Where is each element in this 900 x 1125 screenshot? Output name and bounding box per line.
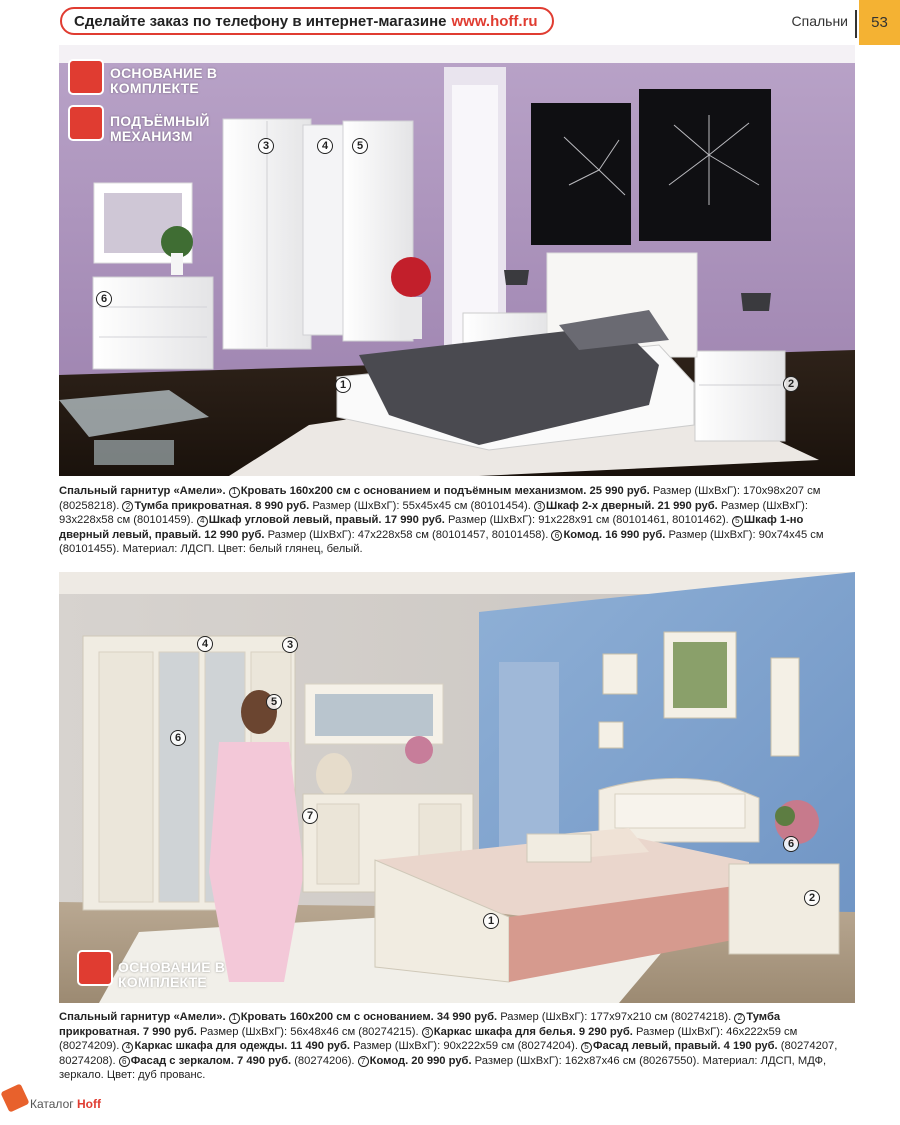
order-text: Сделайте заказ по телефону в интернет-магазине — [74, 12, 447, 30]
set2-item5-number: 5 — [581, 1042, 592, 1053]
set1-item3-number: 3 — [534, 501, 545, 512]
set2-title: Спальный гарнитур «Амели». — [59, 1011, 226, 1023]
marker-4: 4 — [317, 138, 333, 154]
set1-caption — [59, 484, 855, 557]
order-banner — [60, 7, 554, 35]
set2-item1-number: 1 — [229, 1013, 240, 1024]
marker-2: 2 — [783, 376, 799, 392]
footer — [30, 1097, 101, 1111]
base-included-label: ОСНОВАНИЕ В КОМПЛЕКТЕ — [110, 65, 218, 96]
set2-item4-name: Каркас шкафа для одежды. 11 490 руб. — [134, 1040, 351, 1052]
marker-3: 3 — [282, 637, 298, 653]
set2-item4-number: 4 — [122, 1042, 133, 1053]
set2-item6-number: 6 — [119, 1056, 130, 1067]
bedroom-photo-provence — [59, 572, 855, 1003]
set1-title: Спальный гарнитур «Амели». — [59, 485, 226, 497]
set2-item2-number: 2 — [734, 1013, 745, 1024]
set1-item1-number: 1 — [229, 487, 240, 498]
set1-item1-details: Размер (ШxВxГ): 170х98х207 см (80258218). — [59, 485, 821, 512]
marker-6-secondary: 6 — [783, 836, 799, 852]
set1-item1-name: Кровать 160х200 см с основанием и подъёмным механизмом. 25 990 руб. — [240, 485, 650, 497]
set1-item2-details: Размер (ШxВxГ): 55х45х45 см (80101454). — [312, 499, 531, 512]
base-included-icon-2 — [77, 950, 113, 986]
set2-item5-name: Фасад левый, правый. 4 190 руб. — [593, 1040, 778, 1052]
set1-item2-name: Тумба прикроватная. 8 990 руб. — [134, 499, 310, 512]
marker-1: 1 — [483, 913, 499, 929]
set2-item1-details: Размер (ШxВxГ): 177х97х210 см (80274218). — [500, 1011, 732, 1023]
set1-item5-number: 5 — [732, 516, 743, 527]
set1-item4-number: 4 — [197, 516, 208, 527]
set1-item5-name: Шкаф 1-но дверный левый, правый. 12 990 руб. — [59, 514, 804, 541]
set1-item6-number: 6 — [551, 530, 562, 541]
footer-catalog: Каталог — [30, 1097, 74, 1111]
set2-item7-number: 7 — [358, 1056, 369, 1067]
bedroom-illustration-white — [59, 45, 855, 476]
set1-item2-number: 2 — [122, 501, 133, 512]
set2-item7-name: Комод. 20 990 руб. — [369, 1054, 472, 1067]
set2-item6-name: Фасад с зеркалом. 7 490 руб. — [130, 1054, 292, 1067]
base-included-icon — [68, 59, 104, 95]
marker-3: 3 — [258, 138, 274, 154]
set1-item3-details: Размер (ШxВxГ): 93х228х58 см (80101459). — [59, 499, 808, 526]
marker-4: 4 — [197, 636, 213, 652]
store-link[interactable]: www.hoff.ru — [451, 12, 538, 30]
set1-item4-details: Размер (ШxВxГ): 91х228х91 см (80101461, 80101462). — [448, 514, 729, 526]
lift-mechanism-label: ПОДЪЁМНЫЙ МЕХАНИЗМ — [110, 113, 210, 144]
lift-mechanism-icon — [68, 105, 104, 141]
set2-item2-name: Тумба прикроватная. 7 990 руб. — [59, 1011, 781, 1038]
marker-5: 5 — [266, 694, 282, 710]
page-number: 53 — [859, 0, 900, 45]
set2-item7-details: Размер (ШxВxГ): 162х87х46 см (80267550). Материал: ЛДСП, МДФ, зеркало. Цвет: дуб прованс. — [59, 1054, 827, 1081]
set1-item5-details: Размер (ШxВxГ): 47х228х58 см (80101457, 80101458). — [267, 528, 549, 541]
set2-item3-name: Каркас шкафа для белья. 9 290 руб. — [433, 1025, 633, 1038]
header-divider — [855, 10, 857, 38]
set2-item4-details: Размер (ШxВxГ): 90х222х59 см (80274204). — [353, 1040, 578, 1052]
set2-item1-name: Кровать 160х200 см с основанием. 34 990 руб. — [240, 1011, 498, 1023]
set2-item6-details: (80274206). — [294, 1054, 355, 1067]
bedroom-photo-white — [59, 45, 855, 476]
set2-item5-details: (80274207, 80274208). — [59, 1040, 838, 1067]
promo-sticker-icon — [0, 1083, 29, 1112]
set1-item6-name: Комод. 16 990 руб. — [563, 528, 666, 541]
marker-5: 5 — [352, 138, 368, 154]
marker-6: 6 — [170, 730, 186, 746]
base-included-label-2: ОСНОВАНИЕ В КОМПЛЕКТЕ — [118, 959, 226, 990]
set2-caption — [59, 1010, 855, 1083]
set1-item4-name: Шкаф угловой левый, правый. 17 990 руб. — [208, 514, 445, 526]
section-title: Спальни — [791, 13, 848, 29]
set2-item3-details: Размер (ШxВxГ): 46х222х59 см (80274209). — [59, 1025, 798, 1052]
marker-1: 1 — [335, 377, 351, 393]
set2-item3-number: 3 — [422, 1027, 433, 1038]
bedroom-illustration-provence — [59, 572, 855, 1003]
marker-7: 7 — [302, 808, 318, 824]
marker-2: 2 — [804, 890, 820, 906]
set1-item6-details: Размер (ШxВxГ): 90х74х45 см (80101455). Материал: ЛДСП. Цвет: белый глянец, белый. — [59, 528, 824, 555]
footer-brand: Hoff — [76, 1097, 101, 1111]
marker-6: 6 — [96, 291, 112, 307]
set2-item2-details: Размер (ШxВxГ): 56х48х46 см (80274215). — [200, 1025, 419, 1038]
set1-item3-name: Шкаф 2-х дверный. 21 990 руб. — [546, 499, 718, 512]
